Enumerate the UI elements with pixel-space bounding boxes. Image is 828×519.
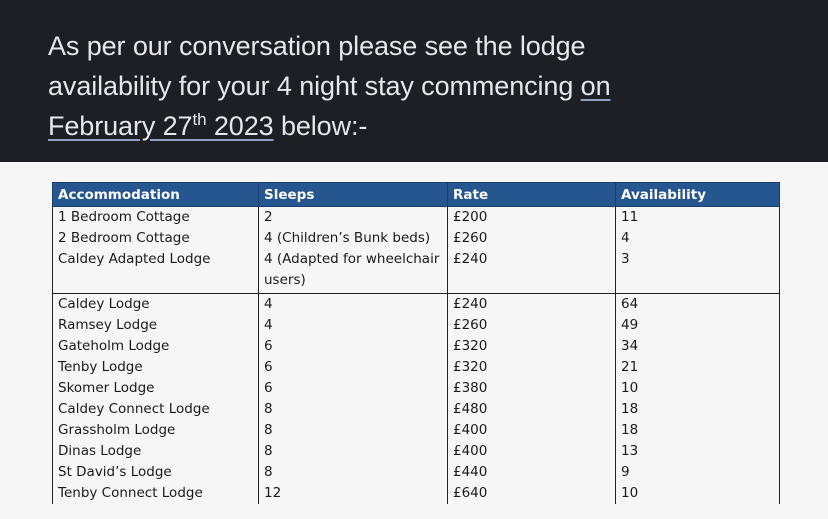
cell-availability: 13 xyxy=(616,441,780,462)
cell-sleeps: 6 xyxy=(259,336,448,357)
table-row xyxy=(53,228,780,249)
table-row xyxy=(53,399,780,420)
header-availability: Availability xyxy=(616,183,780,207)
cell-sleeps: 6 xyxy=(259,378,448,399)
cell-sleeps: 4 xyxy=(259,315,448,336)
cell-accommodation: 1 Bedroom Cottage xyxy=(53,207,259,229)
cell-accommodation: Caldey Adapted Lodge xyxy=(53,249,259,294)
cell-accommodation: Grassholm Lodge xyxy=(53,420,259,441)
cell-rate: £440 xyxy=(448,462,616,483)
cell-accommodation: Dinas Lodge xyxy=(53,441,259,462)
cell-availability: 10 xyxy=(616,378,780,399)
cell-sleeps: 4 xyxy=(259,294,448,316)
cell-accommodation: Gateholm Lodge xyxy=(53,336,259,357)
date-ordinal-suffix: th xyxy=(192,110,207,129)
cell-rate: £320 xyxy=(448,336,616,357)
cell-rate: £320 xyxy=(448,357,616,378)
cell-availability: 18 xyxy=(616,420,780,441)
cell-sleeps: 4 (Adapted for wheelchair users) xyxy=(259,249,448,294)
cell-availability: 18 xyxy=(616,399,780,420)
cell-sleeps: 2 xyxy=(259,207,448,229)
table-row xyxy=(53,249,780,294)
cell-rate: £400 xyxy=(448,441,616,462)
message-line-1: As per our conversation please see the lodge xyxy=(48,31,586,61)
cell-accommodation: Tenby Lodge xyxy=(53,357,259,378)
availability-table xyxy=(52,182,780,504)
table-row xyxy=(53,336,780,357)
cell-sleeps: 12 xyxy=(259,483,448,504)
message-line-3-tail: below:- xyxy=(273,111,368,141)
cell-rate: £400 xyxy=(448,420,616,441)
date-link-on[interactable]: on xyxy=(580,71,611,101)
table-row xyxy=(53,441,780,462)
table-header-row xyxy=(53,183,780,207)
cell-sleeps: 8 xyxy=(259,420,448,441)
cell-accommodation: Caldey Lodge xyxy=(53,294,259,316)
table-row xyxy=(53,357,780,378)
table-row xyxy=(53,294,780,316)
cell-availability: 34 xyxy=(616,336,780,357)
cell-availability: 3 xyxy=(616,249,780,294)
date-year: 2023 xyxy=(206,111,274,141)
table-row xyxy=(53,483,780,504)
cell-accommodation: Skomer Lodge xyxy=(53,378,259,399)
cell-availability: 4 xyxy=(616,228,780,249)
message-line-3 xyxy=(48,106,808,146)
cell-rate: £380 xyxy=(448,378,616,399)
cell-availability: 21 xyxy=(616,357,780,378)
date-link[interactable] xyxy=(48,111,274,141)
cell-availability: 10 xyxy=(616,483,780,504)
cell-sleeps: 8 xyxy=(259,462,448,483)
cell-rate: £240 xyxy=(448,294,616,316)
cell-accommodation: 2 Bedroom Cottage xyxy=(53,228,259,249)
cell-sleeps: 6 xyxy=(259,357,448,378)
header-rate: Rate xyxy=(448,183,616,207)
table-row xyxy=(53,207,780,229)
cell-accommodation: Ramsey Lodge xyxy=(53,315,259,336)
availability-table-image[interactable] xyxy=(0,162,828,519)
cell-accommodation: Tenby Connect Lodge xyxy=(53,483,259,504)
cell-rate: £240 xyxy=(448,249,616,294)
cell-rate: £260 xyxy=(448,228,616,249)
cell-rate: £640 xyxy=(448,483,616,504)
cell-rate: £260 xyxy=(448,315,616,336)
cell-rate: £480 xyxy=(448,399,616,420)
header-sleeps: Sleeps xyxy=(259,183,448,207)
message-line-2-text: availability for your 4 night stay commencing xyxy=(48,71,581,101)
message-line-2 xyxy=(48,66,808,106)
cell-availability: 64 xyxy=(616,294,780,316)
date-month-day: February 27 xyxy=(48,111,193,141)
cell-availability: 49 xyxy=(616,315,780,336)
cell-sleeps: 8 xyxy=(259,399,448,420)
cell-availability: 11 xyxy=(616,207,780,229)
table-row xyxy=(53,315,780,336)
cell-sleeps: 4 (Children’s Bunk beds) xyxy=(259,228,448,249)
header-accommodation: Accommodation xyxy=(53,183,259,207)
table-row xyxy=(53,462,780,483)
cell-accommodation: Caldey Connect Lodge xyxy=(53,399,259,420)
message-text xyxy=(48,26,808,146)
cell-availability: 9 xyxy=(616,462,780,483)
table-row xyxy=(53,378,780,399)
cell-rate: £200 xyxy=(448,207,616,229)
cell-accommodation: St David’s Lodge xyxy=(53,462,259,483)
table-row xyxy=(53,420,780,441)
cell-sleeps: 8 xyxy=(259,441,448,462)
